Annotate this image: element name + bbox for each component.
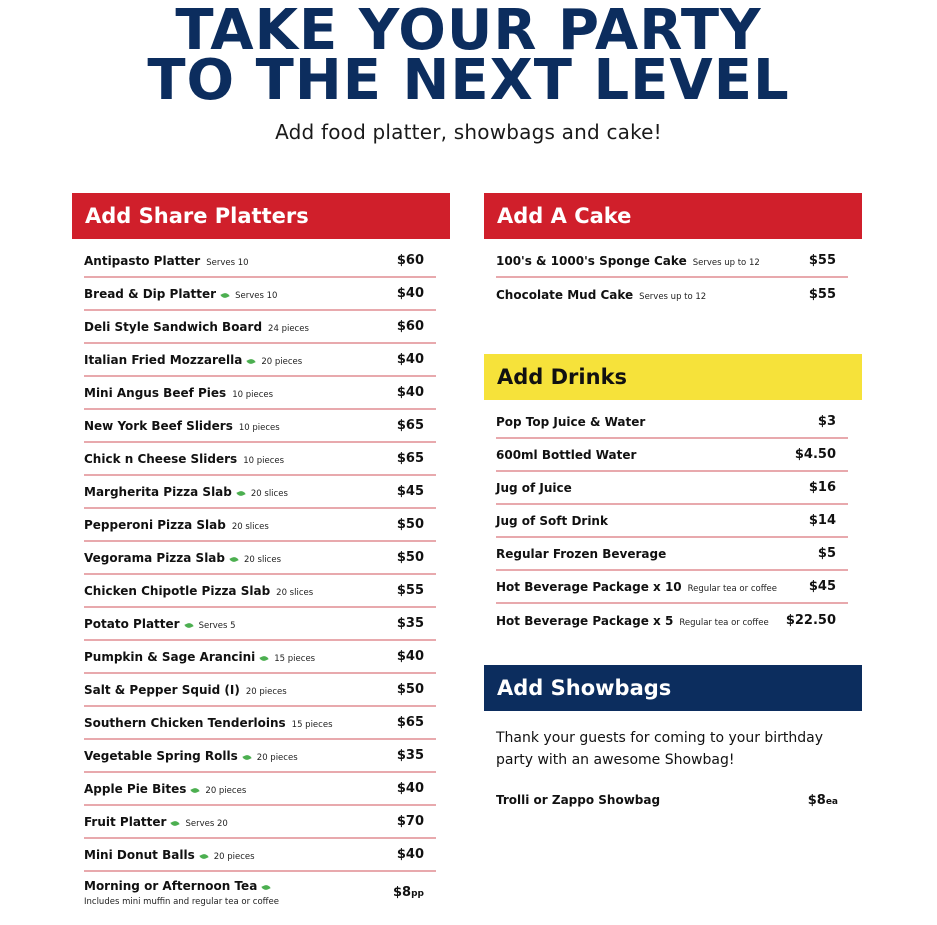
item-label <box>496 614 769 628</box>
item-name: Fruit Platter <box>84 814 167 829</box>
menu-row <box>84 707 436 740</box>
tea-label <box>84 879 279 907</box>
item-name: Chocolate Mud Cake <box>496 287 634 302</box>
item-name: Italian Fried Mozzarella <box>84 352 243 367</box>
item-price: $35 <box>396 748 424 763</box>
item-label <box>84 254 249 268</box>
drinks-section <box>484 354 862 637</box>
item-label <box>496 580 777 594</box>
item-label <box>84 353 302 367</box>
item-note: 24 pieces <box>268 323 309 334</box>
drinks-list <box>484 406 862 637</box>
menu-row <box>496 472 848 505</box>
item-label <box>84 320 309 334</box>
item-price: $45 <box>808 579 836 594</box>
item-name: Potato Platter <box>84 616 180 631</box>
item-price: $35 <box>396 616 424 631</box>
item-label <box>496 547 666 561</box>
item-name: Jug of Soft Drink <box>496 513 608 528</box>
item-name: Chicken Chipotle Pizza Slab <box>84 583 271 598</box>
item-label <box>84 452 284 466</box>
showbag-price: $8ea <box>807 793 838 808</box>
item-label <box>84 716 333 730</box>
item-label <box>84 749 298 763</box>
vegetarian-leaf-icon <box>199 852 208 860</box>
item-name: Pepperoni Pizza Slab <box>84 517 226 532</box>
vegetarian-leaf-icon <box>191 786 200 794</box>
item-price: $40 <box>396 286 424 301</box>
item-price: $40 <box>396 352 424 367</box>
item-name: 600ml Bottled Water <box>496 447 637 462</box>
item-label <box>84 287 277 301</box>
item-name: Margherita Pizza Slab <box>84 484 232 499</box>
item-label <box>84 617 236 631</box>
menu-row <box>84 575 436 608</box>
item-label <box>496 254 760 268</box>
item-note: Serves up to 12 <box>639 291 707 302</box>
menu-row <box>84 740 436 773</box>
item-note: 20 pieces <box>256 752 298 763</box>
item-price: $65 <box>396 715 424 730</box>
menu-row <box>496 538 848 571</box>
vegetarian-leaf-icon <box>242 753 251 761</box>
item-note: 20 slices <box>250 488 288 499</box>
item-note: 20 pieces <box>213 851 255 862</box>
subheading: Add food platter, showbags and cake! <box>275 120 662 144</box>
menu-row <box>84 806 436 839</box>
menu-row <box>84 641 436 674</box>
share-platters-list <box>72 245 450 912</box>
item-note: 10 pieces <box>232 389 274 400</box>
item-note: Serves up to 12 <box>692 257 760 268</box>
menu-row <box>84 344 436 377</box>
menu-row <box>84 674 436 707</box>
menu-row <box>496 604 848 637</box>
menu-row <box>84 476 436 509</box>
item-price: $65 <box>396 418 424 433</box>
item-label <box>84 848 255 862</box>
vegetarian-leaf-icon <box>247 357 256 365</box>
vegetarian-leaf-icon <box>184 621 193 629</box>
item-label <box>84 518 269 532</box>
menu-row <box>84 509 436 542</box>
item-note: 20 slices <box>244 554 282 565</box>
item-price: $40 <box>396 781 424 796</box>
item-price: $70 <box>396 814 424 829</box>
item-name: Pumpkin & Sage Arancini <box>84 649 256 664</box>
vegetarian-leaf-icon <box>236 489 245 497</box>
item-price: $40 <box>396 649 424 664</box>
item-price: $16 <box>808 480 836 495</box>
vegetarian-leaf-icon <box>262 884 271 892</box>
share-platters-section <box>72 193 450 912</box>
item-name: Mini Donut Balls <box>84 847 195 862</box>
item-price: $40 <box>396 847 424 862</box>
item-label <box>496 514 608 528</box>
item-note: Serves 5 <box>198 620 236 631</box>
item-label <box>84 650 315 664</box>
menu-row <box>84 608 436 641</box>
item-name: Apple Pie Bites <box>84 781 187 796</box>
tea-row <box>84 872 436 912</box>
tea-subnote: Includes mini muffin and regular tea or coffee <box>84 897 279 907</box>
item-name: Chick n Cheese Sliders <box>84 451 238 466</box>
item-label <box>84 551 281 565</box>
item-price: $4.50 <box>794 447 836 462</box>
cake-list <box>484 245 862 311</box>
item-price: $5 <box>817 546 836 561</box>
item-name: New York Beef Sliders <box>84 418 233 433</box>
item-price: $14 <box>808 513 836 528</box>
item-price: $55 <box>396 583 424 598</box>
tea-price: $8pp <box>393 885 424 900</box>
item-note: 20 pieces <box>261 356 303 367</box>
item-note: 10 pieces <box>243 455 285 466</box>
item-name: Antipasto Platter <box>84 253 201 268</box>
menu-row <box>496 439 848 472</box>
item-note: 20 slices <box>276 587 314 598</box>
item-label <box>84 584 313 598</box>
item-price: $3 <box>817 414 836 429</box>
item-price: $40 <box>396 385 424 400</box>
vegetarian-leaf-icon <box>229 555 238 563</box>
item-name: Bread & Dip Platter <box>84 286 217 301</box>
item-note: 15 pieces <box>274 653 316 664</box>
item-price: $65 <box>396 451 424 466</box>
showbags-title: Add Showbags <box>484 665 862 711</box>
headline-line-2: TO THE NEXT LEVEL <box>147 48 790 113</box>
item-label <box>84 485 288 499</box>
drinks-title: Add Drinks <box>484 354 862 400</box>
item-name: Deli Style Sandwich Board <box>84 319 263 334</box>
item-note: 20 pieces <box>245 686 287 697</box>
menu-row <box>496 406 848 439</box>
showbag-item-name: Trolli or Zappo Showbag <box>496 793 661 807</box>
headline-line-1: TAKE YOUR PARTY <box>175 0 762 63</box>
share-platters-title: Add Share Platters <box>72 193 450 239</box>
item-price: $55 <box>808 253 836 268</box>
item-label <box>84 386 273 400</box>
menu-row <box>84 773 436 806</box>
item-label <box>84 815 228 829</box>
item-note: 10 pieces <box>238 422 280 433</box>
item-note: Serves 10 <box>235 290 278 301</box>
vegetarian-leaf-icon <box>220 291 229 299</box>
menu-row <box>84 542 436 575</box>
item-name: Pop Top Juice & Water <box>496 414 646 429</box>
item-price: $60 <box>396 319 424 334</box>
item-label <box>84 782 246 796</box>
item-name: Vegorama Pizza Slab <box>84 550 225 565</box>
vegetarian-leaf-icon <box>260 654 269 662</box>
cake-title: Add A Cake <box>484 193 862 239</box>
item-label <box>84 683 287 697</box>
menu-row <box>496 571 848 604</box>
item-name: Salt & Pepper Squid (I) <box>84 682 240 697</box>
item-name: Hot Beverage Package x 5 <box>496 613 674 628</box>
menu-row <box>496 245 848 278</box>
item-note: 20 slices <box>231 521 269 532</box>
item-name: 100's & 1000's Sponge Cake <box>496 253 687 268</box>
item-name: Regular Frozen Beverage <box>496 546 667 561</box>
item-label <box>496 448 636 462</box>
showbag-item-row <box>484 771 862 808</box>
item-price: $50 <box>396 517 424 532</box>
item-price: $60 <box>396 253 424 268</box>
item-price: $50 <box>396 550 424 565</box>
menu-row <box>84 311 436 344</box>
item-name: Hot Beverage Package x 10 <box>496 579 682 594</box>
right-column <box>484 193 862 808</box>
menu-row <box>496 505 848 538</box>
item-label <box>84 419 280 433</box>
tea-name: Morning or Afternoon Tea <box>84 879 258 893</box>
item-note: Serves 10 <box>206 257 249 268</box>
item-name: Jug of Juice <box>496 480 572 495</box>
item-name: Vegetable Spring Rolls <box>84 748 238 763</box>
item-note: Regular tea or coffee <box>679 617 769 628</box>
item-note: 20 pieces <box>205 785 247 796</box>
menu-row <box>496 278 848 311</box>
item-label <box>496 415 645 429</box>
menu-row <box>84 278 436 311</box>
item-note: Regular tea or coffee <box>687 583 778 594</box>
item-price: $50 <box>396 682 424 697</box>
cake-section <box>484 193 862 311</box>
menu-row <box>84 377 436 410</box>
item-name: Southern Chicken Tenderloins <box>84 715 286 730</box>
item-label <box>496 288 706 302</box>
item-label <box>496 481 572 495</box>
item-name: Mini Angus Beef Pies <box>84 385 227 400</box>
item-note: Serves 20 <box>185 818 228 829</box>
menu-row <box>84 410 436 443</box>
tea-name-line <box>84 879 279 893</box>
showbags-description: Thank your guests for coming to your birthday party with an awesome Showbag! <box>496 730 824 768</box>
vegetarian-leaf-icon <box>171 819 180 827</box>
menu-row <box>84 245 436 278</box>
menu-row <box>84 839 436 872</box>
item-note: 15 pieces <box>291 719 333 730</box>
showbags-section <box>484 665 862 808</box>
menu-row <box>84 443 436 476</box>
item-price: $22.50 <box>785 613 836 628</box>
item-price: $45 <box>396 484 424 499</box>
item-price: $55 <box>808 287 836 302</box>
